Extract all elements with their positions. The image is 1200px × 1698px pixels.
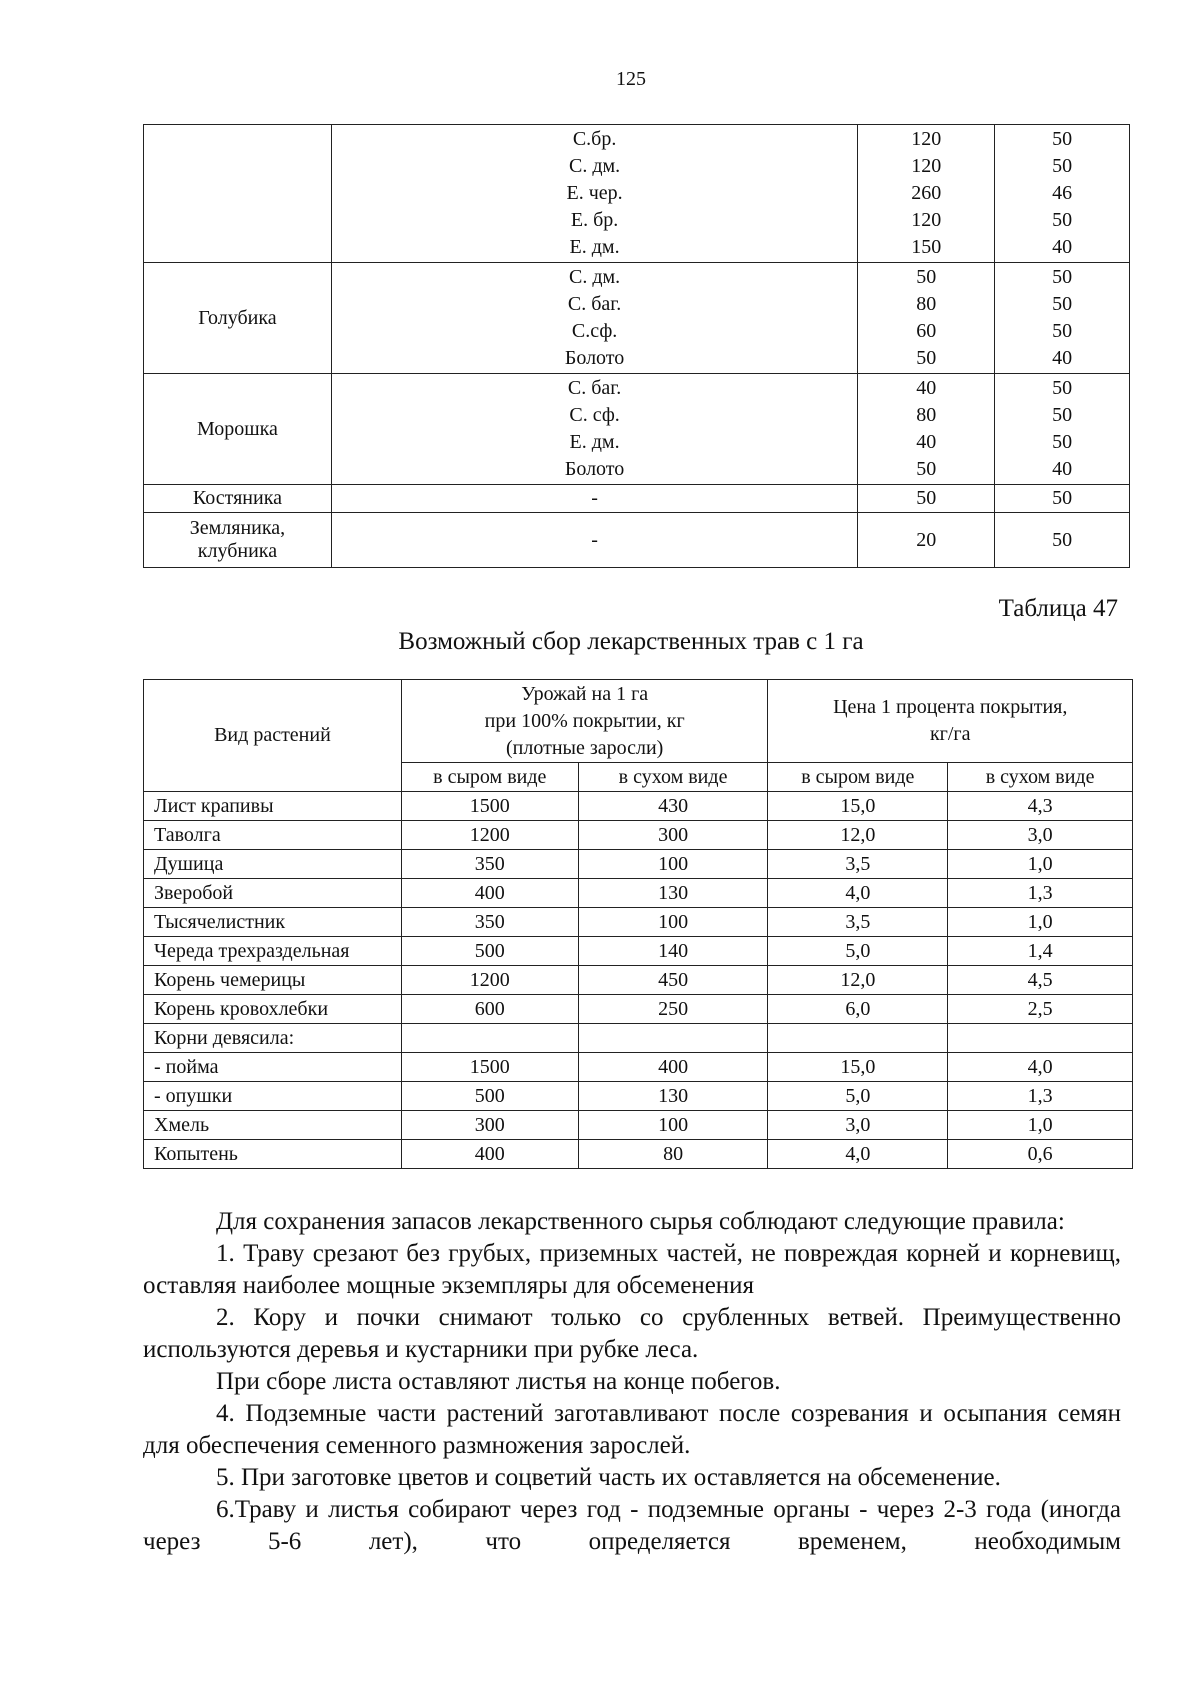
table-row bbox=[144, 125, 1130, 263]
value-cell: 50 bbox=[858, 485, 995, 513]
header-dry: в сухом виде bbox=[948, 763, 1133, 792]
plant-name-cell: - пойма bbox=[144, 1053, 402, 1082]
paragraph: 1. Траву срезают без грубых, приземных частей, не повреждая корней и корневищ, оставляя наиболее мощные экземпляры для обсеменения bbox=[143, 1240, 1121, 1299]
value-cell: 15,0 bbox=[768, 792, 948, 821]
table-row bbox=[144, 937, 1133, 966]
value-cell bbox=[768, 1024, 948, 1053]
value-cell: 1200 bbox=[401, 821, 578, 850]
value-cell: 3,0 bbox=[768, 1111, 948, 1140]
table-row bbox=[144, 1053, 1133, 1082]
value-cell: 1,0 bbox=[948, 850, 1133, 879]
value-cell: 4,0 bbox=[948, 1053, 1133, 1082]
table-row bbox=[144, 1082, 1133, 1111]
value-cell: 1,4 bbox=[948, 937, 1133, 966]
value-cell: 12,0 bbox=[768, 821, 948, 850]
paragraph: 6.Траву и листья собирают через год - подземные органы - через 2-3 года (иногда через 5-6 лет), что определяется временем, необходимым bbox=[143, 1496, 1121, 1555]
table-header-row bbox=[144, 680, 1133, 763]
value-cell: 50 50 50 40 bbox=[995, 263, 1130, 374]
habitat-cell: С. баг. С. сф. Е. дм. Болото bbox=[331, 374, 857, 485]
value-cell: 500 bbox=[401, 1082, 578, 1111]
plant-name-cell: Корни девясила: bbox=[144, 1024, 402, 1053]
plant-name-cell: Корень кровохлебки bbox=[144, 995, 402, 1024]
value-cell: 500 bbox=[401, 937, 578, 966]
table-row bbox=[144, 966, 1133, 995]
value-cell: 50 bbox=[995, 485, 1130, 513]
value-cell: 4,5 bbox=[948, 966, 1133, 995]
value-cell: 1,0 bbox=[948, 1111, 1133, 1140]
value-cell: 4,0 bbox=[768, 879, 948, 908]
value-cell: 100 bbox=[578, 850, 768, 879]
value-cell: 5,0 bbox=[768, 937, 948, 966]
table-row bbox=[144, 1111, 1133, 1140]
page-number: 125 bbox=[616, 68, 646, 90]
plant-name-cell: Таволга bbox=[144, 821, 402, 850]
table-row bbox=[144, 995, 1133, 1024]
value-cell: 130 bbox=[578, 879, 768, 908]
value-cell: 50 50 50 40 bbox=[995, 374, 1130, 485]
value-cell bbox=[948, 1024, 1133, 1053]
plant-name-cell: - опушки bbox=[144, 1082, 402, 1111]
value-cell: 15,0 bbox=[768, 1053, 948, 1082]
paragraph: 4. Подземные части растений заготавливают после созревания и осыпания семян для обеспечения семенного размножения зарослей. bbox=[143, 1400, 1121, 1459]
value-cell: 100 bbox=[578, 908, 768, 937]
value-cell: 4,0 bbox=[768, 1140, 948, 1169]
body-text bbox=[143, 1206, 1121, 1558]
value-cell: 3,5 bbox=[768, 908, 948, 937]
habitat-cell: - bbox=[331, 513, 857, 568]
value-cell bbox=[401, 1024, 578, 1053]
value-cell: 1,3 bbox=[948, 1082, 1133, 1111]
header-price: Цена 1 процента покрытия, кг/га bbox=[768, 680, 1133, 763]
plant-cell: Голубика bbox=[144, 263, 332, 374]
table-row bbox=[144, 879, 1133, 908]
plant-name-cell: Лист крапивы bbox=[144, 792, 402, 821]
header-raw: в сыром виде bbox=[401, 763, 578, 792]
value-cell: 1,3 bbox=[948, 879, 1133, 908]
header-raw: в сыром виде bbox=[768, 763, 948, 792]
value-cell: 300 bbox=[578, 821, 768, 850]
value-cell: 1,0 bbox=[948, 908, 1133, 937]
plant-name-cell: Зверобой bbox=[144, 879, 402, 908]
plant-name-cell: Хмель bbox=[144, 1111, 402, 1140]
table-row bbox=[144, 513, 1130, 568]
value-cell: 5,0 bbox=[768, 1082, 948, 1111]
table-row bbox=[144, 1140, 1133, 1169]
value-cell: 3,0 bbox=[948, 821, 1133, 850]
habitat-cell: - bbox=[331, 485, 857, 513]
table-row bbox=[144, 374, 1130, 485]
header-plant: Вид растений bbox=[144, 680, 402, 792]
plant-name-cell: Тысячелистник bbox=[144, 908, 402, 937]
herb-harvest-table bbox=[143, 679, 1133, 1169]
value-cell: 12,0 bbox=[768, 966, 948, 995]
paragraph: 2. Кору и почки снимают только со срубленных ветвей. Преимущественно используются деревья и кустарники при рубке леса. bbox=[143, 1304, 1121, 1363]
value-cell: 100 bbox=[578, 1111, 768, 1140]
value-cell: 430 bbox=[578, 792, 768, 821]
value-cell: 140 bbox=[578, 937, 768, 966]
plant-name-cell: Копытень bbox=[144, 1140, 402, 1169]
value-cell: 4,3 bbox=[948, 792, 1133, 821]
table-row bbox=[144, 821, 1133, 850]
plant-cell: Морошка bbox=[144, 374, 332, 485]
table-row bbox=[144, 263, 1130, 374]
value-cell: 350 bbox=[401, 908, 578, 937]
value-cell: 40 80 40 50 bbox=[858, 374, 995, 485]
value-cell: 300 bbox=[401, 1111, 578, 1140]
plant-name-cell: Корень чемерицы bbox=[144, 966, 402, 995]
value-cell: 250 bbox=[578, 995, 768, 1024]
value-cell: 50 80 60 50 bbox=[858, 263, 995, 374]
value-cell: 350 bbox=[401, 850, 578, 879]
value-cell: 600 bbox=[401, 995, 578, 1024]
value-cell: 400 bbox=[401, 1140, 578, 1169]
header-dry: в сухом виде bbox=[578, 763, 768, 792]
paragraph: Для сохранения запасов лекарственного сырья соблюдают следующие правила: bbox=[216, 1208, 1065, 1235]
value-cell: 400 bbox=[578, 1053, 768, 1082]
value-cell: 50 50 46 50 40 bbox=[995, 125, 1130, 263]
habitat-cell: С. дм. С. баг. С.сф. Болото bbox=[331, 263, 857, 374]
value-cell: 120 120 260 120 150 bbox=[858, 125, 995, 263]
value-cell: 0,6 bbox=[948, 1140, 1133, 1169]
value-cell: 400 bbox=[401, 879, 578, 908]
value-cell: 50 bbox=[995, 513, 1130, 568]
header-yield: Урожай на 1 га при 100% покрытии, кг (плотные заросли) bbox=[401, 680, 768, 763]
value-cell: 1200 bbox=[401, 966, 578, 995]
table-label: Таблица 47 bbox=[998, 595, 1118, 622]
value-cell: 2,5 bbox=[948, 995, 1133, 1024]
value-cell: 1500 bbox=[401, 792, 578, 821]
table-title: Возможный сбор лекарственных трав с 1 га bbox=[398, 628, 864, 655]
table-row bbox=[144, 792, 1133, 821]
berry-yield-table bbox=[143, 124, 1130, 568]
plant-cell: Земляника, клубника bbox=[144, 513, 332, 568]
value-cell: 80 bbox=[578, 1140, 768, 1169]
value-cell: 1500 bbox=[401, 1053, 578, 1082]
table-row bbox=[144, 908, 1133, 937]
value-cell: 3,5 bbox=[768, 850, 948, 879]
plant-name-cell: Череда трехраздельная bbox=[144, 937, 402, 966]
habitat-cell: С.бр. С. дм. Е. чер. Е. бр. Е. дм. bbox=[331, 125, 857, 263]
value-cell: 6,0 bbox=[768, 995, 948, 1024]
plant-cell bbox=[144, 125, 332, 263]
plant-name-cell: Душица bbox=[144, 850, 402, 879]
paragraph: При сборе листа оставляют листья на конце побегов. bbox=[216, 1368, 781, 1395]
table-row bbox=[144, 1024, 1133, 1053]
plant-cell: Костяника bbox=[144, 485, 332, 513]
table-row bbox=[144, 850, 1133, 879]
value-cell: 130 bbox=[578, 1082, 768, 1111]
paragraph: 5. При заготовке цветов и соцветий часть их оставляется на обсеменение. bbox=[216, 1464, 1001, 1491]
value-cell: 450 bbox=[578, 966, 768, 995]
table-row bbox=[144, 485, 1130, 513]
value-cell: 20 bbox=[858, 513, 995, 568]
value-cell bbox=[578, 1024, 768, 1053]
